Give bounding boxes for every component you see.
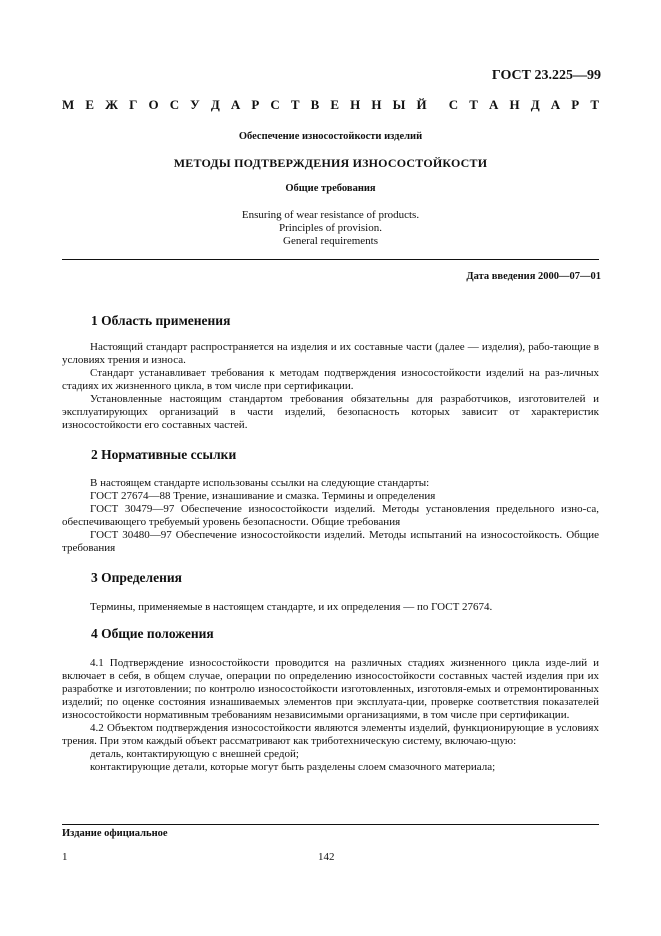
standard-type-letter: У bbox=[190, 97, 200, 112]
standard-type-heading bbox=[62, 97, 599, 113]
paragraph: Установленные настоящим стандартом требования обязательны для разработчиков, изготовителей и эксплуатирующих организаций в части изделий, безопасность которых зависит от характеристик износостойкости его составных частей. bbox=[62, 393, 599, 431]
series-title: Обеспечение износостойкости изделий bbox=[238, 131, 423, 142]
standard-type-letter: Р bbox=[571, 97, 580, 112]
paragraph: ГОСТ 30480—97 Обеспечение износостойкости изделий. Методы испытаний на износостойкость. Общие требования bbox=[62, 529, 599, 554]
paragraph: 4.1 Подтверждение износостойкости проводится на различных стадиях жизненного цикла изде-лий и включает в себя, в общем случае, операции по определению износостойкости составных частей изделия при их разработке и изготовлении; по контролю износостойкости изготовленных, изготовля-емых и отремонтированных изделий; по оценке состояния изнашиваемых элементов при эксплуата-ции, проверке соответствия показателей износостойкости нормативным требованиям независимыми организациями, в том числе при сертификации. bbox=[62, 657, 599, 721]
paragraph: 4.2 Объектом подтверждения износостойкости являются элементы изделий, функционирующие в условиях трения. При этом каждый объект рассматривают как триботехническую систему, включаю-щую: bbox=[62, 722, 599, 747]
paragraph: Стандарт устанавливает требования к методам подтверждения износостойкости изделий на раз-личных стадиях их жизненного цикла, в том числе при сертификации. bbox=[62, 367, 599, 392]
edition-label: Издание официальное bbox=[62, 828, 168, 839]
standard-type-letter: Н bbox=[371, 97, 382, 112]
standard-type-letter: Ы bbox=[392, 97, 406, 112]
section-heading: 3 Определения bbox=[91, 570, 182, 585]
standard-type-letter: Е bbox=[330, 97, 340, 112]
paragraph: Настоящий стандарт распространяется на изделия и их составные части (далее — изделия), рабо-тающие в условиях трения и износа. bbox=[62, 341, 599, 366]
paragraph: ГОСТ 30479—97 Обеспечение износостойкости изделий. Методы установления предельного изно-са, обеспечивающего требуемый уровень безопасности. Общие требования bbox=[62, 503, 599, 528]
english-title-line: Principles of provision. bbox=[279, 222, 382, 234]
document-title: МЕТОДЫ ПОДТВЕРЖДЕНИЯ ИЗНОСОСТОЙКОСТИ bbox=[173, 156, 488, 170]
standard-type-letter: Ж bbox=[105, 97, 118, 112]
page-number-center: 142 bbox=[318, 851, 335, 863]
paragraph: контактирующие детали, которые могут быть разделены слоем смазочного материала; bbox=[90, 761, 496, 773]
standard-type-letter: Н bbox=[509, 97, 520, 112]
english-title bbox=[62, 209, 599, 248]
standard-type-letter: С bbox=[270, 97, 280, 112]
standard-type-letter: А bbox=[550, 97, 561, 112]
section-body bbox=[62, 477, 599, 555]
standard-type-letter: Т bbox=[590, 97, 599, 112]
standard-type-letter: Р bbox=[251, 97, 260, 112]
standard-type-letter: Д bbox=[530, 97, 540, 112]
standard-type-letter: С bbox=[169, 97, 180, 112]
standard-type-letter: Т bbox=[469, 97, 478, 112]
section-heading: 1 Область применения bbox=[91, 313, 231, 328]
english-title-line: General requirements bbox=[283, 235, 378, 247]
paragraph: ГОСТ 27674—88 Трение, изнашивание и смазка. Термины и определения bbox=[90, 490, 436, 502]
section-body bbox=[62, 657, 599, 774]
standard-type-letter: Д bbox=[210, 97, 220, 112]
section-heading: 2 Нормативные ссылки bbox=[91, 447, 237, 462]
standard-type-letter: Е bbox=[85, 97, 95, 112]
gost-number: ГОСТ 23.225—99 bbox=[491, 68, 601, 83]
standard-type-letter: Й bbox=[416, 97, 427, 112]
section-heading: 4 Общие положения bbox=[91, 626, 214, 641]
footer-rule bbox=[62, 824, 599, 825]
standard-type-letter: С bbox=[448, 97, 459, 112]
introduction-date: Дата введения 2000—07—01 bbox=[466, 271, 601, 282]
paragraph: В настоящем стандарте использованы ссылки на следующие стандарты: bbox=[90, 477, 430, 489]
standard-type-letter: О bbox=[148, 97, 159, 112]
standard-type-letter: А bbox=[230, 97, 241, 112]
standard-type-letter: Н bbox=[350, 97, 361, 112]
page-number-left: 1 bbox=[62, 851, 68, 863]
section-body bbox=[62, 341, 599, 432]
standard-type-letter: Т bbox=[290, 97, 300, 112]
english-title-line: Ensuring of wear resistance of products. bbox=[241, 209, 420, 221]
section-body bbox=[62, 601, 599, 614]
header-rule bbox=[62, 259, 599, 260]
paragraph: деталь, контактирующую с внешней средой; bbox=[90, 748, 299, 760]
document-subtitle: Общие требования bbox=[285, 183, 376, 194]
standard-type-letter: В bbox=[310, 97, 320, 112]
paragraph: Термины, применяемые в настоящем стандарте, и их определения — по ГОСТ 27674. bbox=[90, 601, 493, 613]
standard-type-letter: Г bbox=[129, 97, 138, 112]
standard-type-letter: А bbox=[489, 97, 499, 112]
standard-type-letter: М bbox=[62, 97, 75, 112]
